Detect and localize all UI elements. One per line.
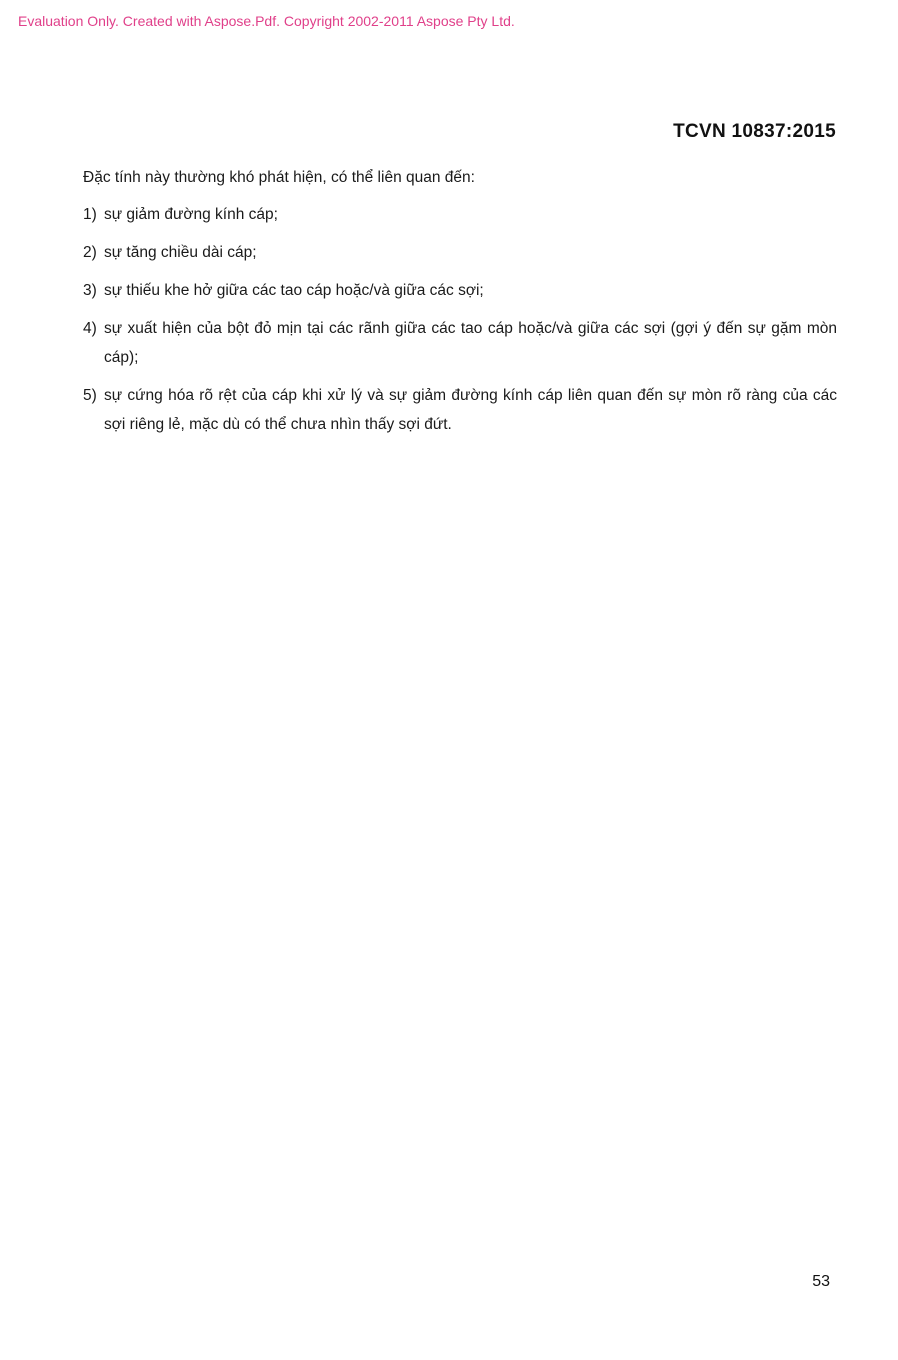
document-body bbox=[83, 163, 837, 448]
list-item-number: 4) bbox=[83, 320, 97, 337]
list-item-number: 2) bbox=[83, 244, 97, 261]
list-item bbox=[83, 381, 837, 439]
list-item-number: 3) bbox=[83, 282, 97, 299]
evaluation-watermark: Evaluation Only. Created with Aspose.Pdf. Copyright 2002-2011 Aspose Pty Ltd. bbox=[18, 13, 515, 29]
standard-code-header: TCVN 10837:2015 bbox=[673, 121, 836, 142]
list-item-text: sự xuất hiện của bột đỏ mịn tại các rãnh giữa các tao cáp hoặc/và giữa các sợi (gợi ý đến sự gặm mòn cáp); bbox=[104, 320, 837, 366]
list-item bbox=[83, 238, 837, 267]
intro-paragraph: Đặc tính này thường khó phát hiện, có thể liên quan đến: bbox=[83, 169, 475, 186]
list-item-text: sự giảm đường kính cáp; bbox=[104, 206, 278, 223]
list-item-text: sự thiếu khe hở giữa các tao cáp hoặc/và giữa các sợi; bbox=[104, 282, 484, 299]
list-item bbox=[83, 200, 837, 229]
page-number: 53 bbox=[812, 1273, 830, 1290]
numbered-list bbox=[83, 200, 837, 439]
list-item-number: 5) bbox=[83, 387, 97, 404]
list-item bbox=[83, 314, 837, 372]
list-item-text: sự tăng chiều dài cáp; bbox=[104, 244, 257, 261]
list-item bbox=[83, 276, 837, 305]
list-item-number: 1) bbox=[83, 206, 97, 223]
list-item-text: sự cứng hóa rõ rệt của cáp khi xử lý và sự giảm đường kính cáp liên quan đến sự mòn rõ ràng của các sợi riêng lẻ, mặc dù có thể chưa nhìn thấy sợi đứt. bbox=[104, 387, 837, 433]
